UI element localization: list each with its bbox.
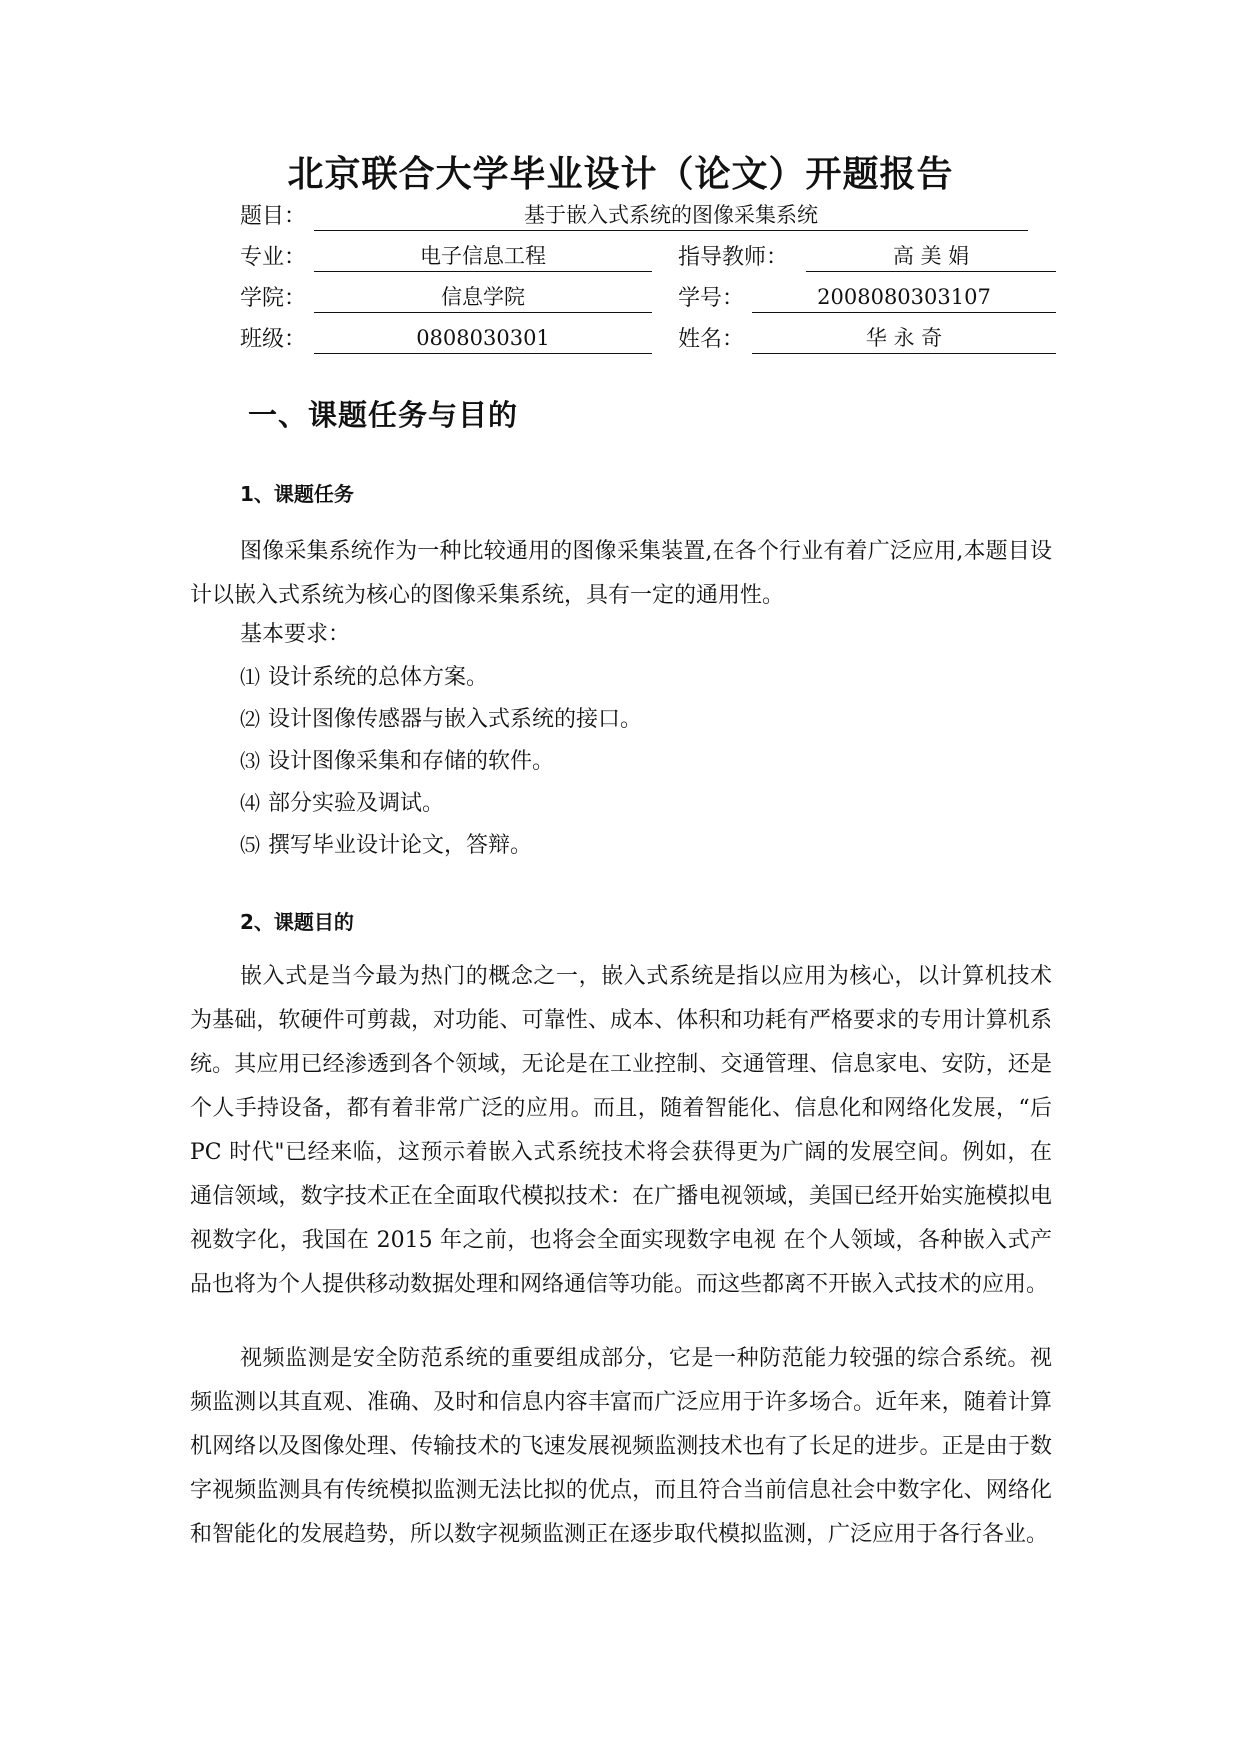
class-label: 班级： xyxy=(240,327,307,352)
college-label: 学院： xyxy=(240,286,307,311)
subsection-heading-task: 1、课题任务 xyxy=(240,482,354,506)
college-value: 信息学院 xyxy=(314,282,652,313)
list-item xyxy=(240,704,642,735)
topic-label: 题目： xyxy=(240,204,307,229)
list-item xyxy=(240,746,554,777)
list-text: 设计系统的总体方案。 xyxy=(268,665,489,690)
task-paragraph: 图像采集系统作为一种比较通用的图像采集装置,在各个行业有着广泛应用,本题目设计以嵌入式系统为核心的图像采集系统，具有一定的通用性。 xyxy=(190,539,1052,608)
major-label: 专业： xyxy=(240,245,307,270)
class-value: 0808030301 xyxy=(314,323,652,354)
major-value: 电子信息工程 xyxy=(314,241,652,272)
section-heading: 一、课题任务与目的 xyxy=(248,398,519,432)
advisor-label: 指导教师： xyxy=(678,245,789,270)
student-id-label: 学号： xyxy=(678,286,745,311)
list-text: 撰写毕业设计论文，答辩。 xyxy=(268,833,533,858)
student-id-value: 2008080303107 xyxy=(752,282,1056,313)
list-number: ⑸ xyxy=(240,833,260,857)
topic-value: 基于嵌入式系统的图像采集系统 xyxy=(314,200,1028,231)
list-text: 设计图像采集和存储的软件。 xyxy=(268,749,555,774)
list-number: ⑴ xyxy=(240,665,260,689)
purpose-paragraph-1: 嵌入式是当今最为热门的概念之一，嵌入式系统是指以应用为核心，以计算机技术为基础，软硬件可剪裁，对功能、可靠性、成本、体积和功耗有严格要求的专用计算机系统。其应用已经渗透到各个领域，无论是在工业控制、交通管理、信息家电、安防，还是个人手持设备，都有着非常广泛的应用。而且，随着智能化、信息化和网络化发展，“后 PC 时代"已经来临，这预示着嵌入式系统技术将会获得更为广阔的发展空间。例如，在通信领域，数字技术正在全面取代模拟技术：在广播电视领域，美国已经开始实施模拟电视数字化，我国在 2015 年之前，也将会全面实现数字电视 在个人领域，各种嵌入式产品也将为个人提供移动数据处理和网络通信等功能。而这些都离不开嵌入式技术的应用。 xyxy=(190,964,1052,1297)
report-title: 北京联合大学毕业设计（论文）开题报告 xyxy=(287,154,954,195)
list-text: 部分实验及调试。 xyxy=(268,791,445,816)
name-value: 华 永 奇 xyxy=(752,323,1056,354)
subsection-heading-purpose: 2、课题目的 xyxy=(240,910,354,934)
requirements-label: 基本要求： xyxy=(240,622,351,647)
list-number: ⑵ xyxy=(240,707,260,731)
advisor-value: 高 美 娟 xyxy=(806,241,1056,272)
name-label: 姓名： xyxy=(678,327,745,352)
list-item xyxy=(240,662,488,693)
list-number: ⑶ xyxy=(240,749,260,773)
list-text: 设计图像传感器与嵌入式系统的接口。 xyxy=(268,707,643,732)
purpose-paragraph-2: 视频监测是安全防范系统的重要组成部分，它是一种防范能力较强的综合系统。视频监测以其直观、准确、及时和信息内容丰富而广泛应用于许多场合。近年来，随着计算机网络以及图像处理、传输技术的飞速发展视频监测技术也有了长足的进步。正是由于数字视频监测具有传统模拟监测无法比拟的优点，而且符合当前信息社会中数字化、网络化和智能化的发展趋势，所以数字视频监测正在逐步取代模拟监测，广泛应用于各行各业。 xyxy=(190,1346,1052,1547)
list-item xyxy=(240,830,532,861)
list-item xyxy=(240,788,444,819)
list-number: ⑷ xyxy=(240,791,260,815)
